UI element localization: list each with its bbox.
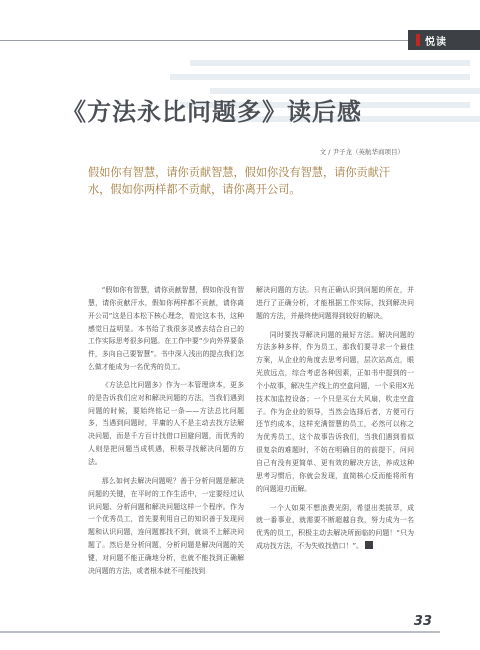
body-column-right <box>256 284 414 559</box>
paragraph: 那么如何去解决问题呢？善于分析问题是解决问题的关键，在平时的工作生活中，一定要经过认识问题、分析问题和解决问题这样一个程序。作为一个优秀员工，首先要利用自己的知识善于发现问题和认识问题，连问题都找不到，就谈不上解决问题了。然后是分析问题，分析问题是解决问题的关键，对问题不能正确地分析，也就不能找到正确解决问题的方法，或者根本就不可能找到 <box>88 476 244 575</box>
section-accent-mark <box>416 34 420 46</box>
end-of-article-icon <box>365 541 373 549</box>
paragraph: 解决问题的方法。只有正确认识到问题的所在，并进行了正确分析，才能根据工作实际，找到解决问题的方法，并最终使问题得到较好的解决。 <box>256 286 414 320</box>
pull-quote: 假如你有智慧，请你贡献智慧，假如你没有智慧，请你贡献汗水，假如你两样都不贡献，请你离开公司。 <box>88 166 391 196</box>
section-tab <box>408 30 480 50</box>
section-label: 悦读 <box>425 36 447 48</box>
paragraph: 同时要找寻解决问题的最好方法。解决问题的方法多种多样，作为员工，那我们要寻求一个最佳方案，从企业的角度去思考问题，层次站高点，眼光放远点，综合考虑各种因素，正如书中提到的一个小故事，解决生产线上的空盒问题，一个采用X光技术加监控设备；一个只是买台大风扇，吹走空盒子。作为企业的领导，当然会选择后者，方便可行还节约成本，这样充满智慧的员工，必然可以称之为优秀员工，这个故事告诉我们，当我们遇到看似很复杂的难题时，不妨在明确目的的前提下，问问自己有没有更简单、更有效的解决方法，养成这种思考习惯后，你就会发现，直简核心反而能将所有的问题迎刃而解。 <box>256 330 414 493</box>
body-column-left <box>88 284 244 584</box>
article-title: 《方法永比问题多》读后感 <box>62 98 362 126</box>
page-number: 33 <box>413 614 432 629</box>
footer-rule <box>0 631 440 633</box>
paragraph-text: 一个人如果不想浪费光阴，希望出类拔萃，成就一番事业，就需要不断超越自我，努力成为一名优秀的员工，积极主动去解决所面临的问题！“只为成功找方法，不为失败找借口！”。 <box>256 503 414 551</box>
article-byline: 文 / 尹子龙（英航华商项目） <box>319 148 404 156</box>
paragraph: 《方法总比问题多》作为一本管理读本，更多的是告诉我们应对和解决问题的方法，当我们遇到问题的时候，要始终铭记一条——方法总比问题多，当遇到问题时，平庸的人不是主动去找方法解决问题，而是千方百计找借口回避问题，而优秀的人则是把问题当成机遇，积极寻找解决问题的方法。 <box>88 380 244 466</box>
paragraph <box>256 502 414 553</box>
paragraph: “假如你有智慧，请你贡献智慧，假如你没有智慧，请你贡献汗水，假如你两样都不贡献，请你离开公司”这是日本松下核心理念，看完这本书，这种感觉日益明显。本书给了我很多灵感去结合自己的工作实际思考很多问题。在工作中要“少向外界要条件，多向自己要智慧”。书中深入浅出的提点我们怎么做才能成为一名优秀的员工。 <box>88 286 244 372</box>
header-rule <box>0 40 408 41</box>
